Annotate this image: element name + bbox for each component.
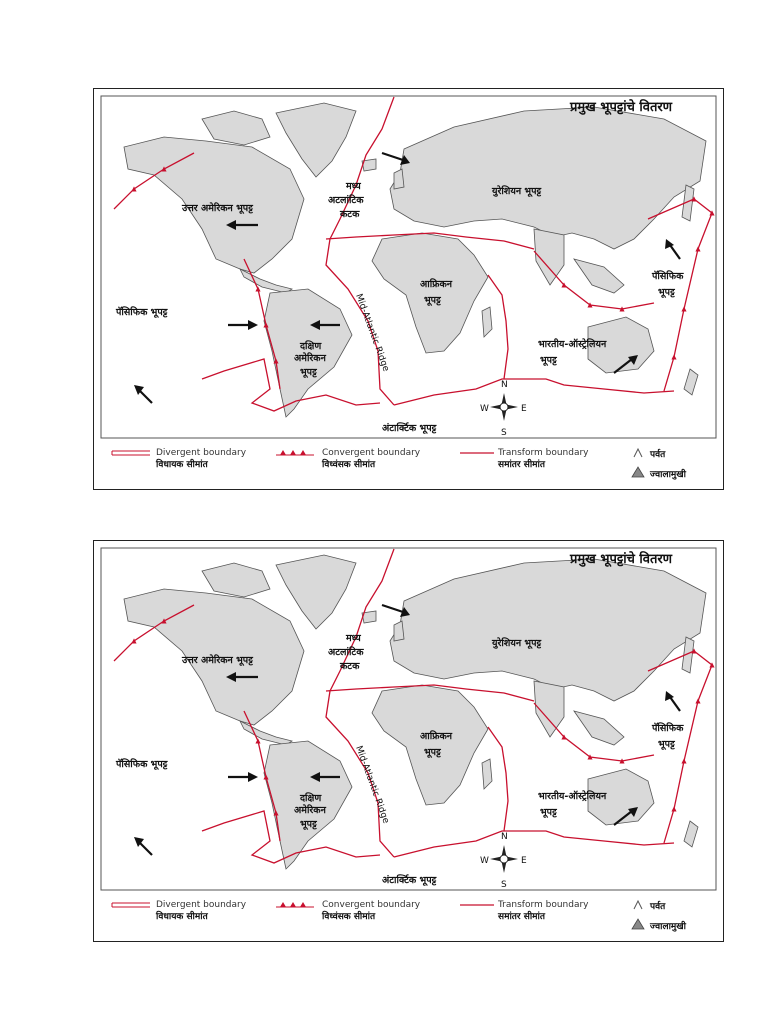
legend — [112, 900, 687, 932]
label-south-american-plate-3: भूपट्ट — [300, 367, 317, 378]
legend-transform — [460, 900, 589, 922]
compass-w: W — [480, 404, 489, 414]
label-north-american-plate: उत्तर अमेरिकन भूपट्ट — [182, 203, 253, 214]
volcano-icon — [632, 467, 644, 477]
central-america — [240, 721, 292, 745]
legend-mountain — [634, 900, 666, 912]
legend-divergent-en: Divergent boundary — [156, 448, 247, 458]
label-north-american-plate: उत्तर अमेरिकन भूपट्ट — [182, 655, 253, 666]
mountain-icon — [634, 449, 642, 457]
label-mid-atlantic-ridge-en: Mid-Atlantic Ridge — [353, 744, 391, 825]
label-antarctic-plate: अंटार्क्टिक भूपट्ट — [382, 875, 437, 886]
africa — [372, 233, 488, 353]
label-mid-atlantic-ridge-en: Mid-Atlantic Ridge — [353, 292, 391, 373]
europe-asia — [390, 107, 706, 249]
legend-convergent-en: Convergent boundary — [322, 900, 421, 910]
compass-w: W — [480, 856, 489, 866]
label-pacific-plate-west: पॅसिफिक भूपट्ट — [116, 759, 168, 770]
map-frame-top — [93, 88, 724, 490]
label-african-plate-1: आफ्रिकन — [420, 279, 453, 290]
legend-transform-mr: समांतर सीमांत — [498, 460, 545, 470]
compass-n: N — [501, 380, 508, 390]
label-south-american-plate-2: अमेरिकन — [294, 353, 326, 364]
antarctic-ridge — [394, 379, 674, 405]
legend-volcano — [632, 467, 687, 480]
label-african-plate-2: भूपट्ट — [424, 295, 441, 306]
label-south-american-plate-2: अमेरिकन — [294, 805, 326, 816]
legend-convergent-mr: विध्वंसक सीमांत — [322, 912, 376, 922]
compass-n: N — [501, 832, 508, 842]
europe-asia — [390, 559, 706, 701]
legend-divergent — [112, 448, 247, 470]
legend-transform — [460, 448, 589, 470]
greenland — [276, 103, 356, 177]
label-mid-atlantic-1: मध्य — [346, 181, 361, 192]
southeast-asia — [574, 711, 624, 745]
antarctic-ridge — [394, 831, 674, 857]
greenland — [276, 555, 356, 629]
label-eurasian-plate: युरेशियन भूपट्ट — [492, 186, 542, 197]
compass-rose — [490, 393, 518, 421]
compass-e: E — [521, 856, 527, 866]
label-african-plate-2: भूपट्ट — [424, 747, 441, 758]
legend-volcano-label: ज्वालामुखी — [650, 470, 686, 480]
legend-divergent-en: Divergent boundary — [156, 900, 247, 910]
label-pacific-plate-east-2: भूपट्ट — [658, 739, 675, 750]
legend-convergent-mr: विध्वंसक सीमांत — [322, 460, 376, 470]
canadian-islands — [202, 111, 270, 145]
label-mid-atlantic-3: कटक — [340, 209, 360, 220]
compass-rose — [490, 845, 518, 873]
legend-volcano-label: ज्वालामुखी — [650, 922, 686, 932]
legend-convergent — [276, 900, 421, 922]
label-indo-australian-plate-1: भारतीय-ऑस्ट्रेलियन — [538, 791, 607, 802]
map-frame-bottom — [93, 540, 724, 942]
map-title: प्रमुख भूपट्टांचे वितरण — [570, 552, 673, 567]
label-south-american-plate-1: दक्षिण — [300, 793, 322, 804]
label-indo-australian-plate-2: भूपट्ट — [540, 807, 557, 818]
legend-mountain-label: पर्वत — [650, 902, 666, 912]
label-south-american-plate-1: दक्षिण — [300, 341, 322, 352]
plate-map — [94, 541, 723, 941]
volcano-icon — [632, 919, 644, 929]
arrow-pacific-east — [670, 245, 680, 259]
southeast-asia — [574, 259, 624, 293]
africa — [372, 685, 488, 805]
legend-convergent — [276, 448, 421, 470]
legend-divergent-mr: विधायक सीमांत — [156, 912, 208, 922]
label-indo-australian-plate-1: भारतीय-ऑस्ट्रेलियन — [538, 339, 607, 350]
legend — [112, 448, 687, 480]
legend-transform-mr: समांतर सीमांत — [498, 912, 545, 922]
legend-mountain-label: पर्वत — [650, 450, 666, 460]
canadian-islands — [202, 563, 270, 597]
label-pacific-plate-west: पॅसिफिक भूपट्ट — [116, 307, 168, 318]
legend-volcano — [632, 919, 687, 932]
legend-transform-en: Transform boundary — [498, 448, 589, 458]
compass-s: S — [501, 880, 507, 890]
madagascar — [482, 307, 492, 337]
compass-e: E — [521, 404, 527, 414]
label-mid-atlantic-1: मध्य — [346, 633, 361, 644]
legend-divergent-mr: विधायक सीमांत — [156, 460, 208, 470]
label-pacific-plate-east-2: भूपट्ट — [658, 287, 675, 298]
map-title: प्रमुख भूपट्टांचे वितरण — [570, 100, 673, 115]
legend-convergent-en: Convergent boundary — [322, 448, 421, 458]
legend-mountain — [634, 448, 666, 460]
label-antarctic-plate: अंटार्क्टिक भूपट्ट — [382, 423, 437, 434]
legend-divergent — [112, 900, 247, 922]
uk — [394, 169, 404, 189]
legend-transform-en: Transform boundary — [498, 900, 589, 910]
mountain-icon — [634, 901, 642, 909]
new-zealand — [684, 369, 698, 395]
plate-map — [94, 89, 723, 489]
compass-s: S — [501, 428, 507, 438]
label-eurasian-plate: युरेशियन भूपट्ट — [492, 638, 542, 649]
label-mid-atlantic-3: कटक — [340, 661, 360, 672]
label-pacific-plate-east-1: पॅसिफिक — [652, 271, 684, 282]
label-south-american-plate-3: भूपट्ट — [300, 819, 317, 830]
label-mid-atlantic-2: अटलांटिक — [328, 647, 364, 658]
madagascar — [482, 759, 492, 789]
uk — [394, 621, 404, 641]
label-mid-atlantic-2: अटलांटिक — [328, 195, 364, 206]
label-african-plate-1: आफ्रिकन — [420, 731, 453, 742]
central-america — [240, 269, 292, 293]
arrow-pacific-east — [670, 697, 680, 711]
new-zealand — [684, 821, 698, 847]
label-indo-australian-plate-2: भूपट्ट — [540, 355, 557, 366]
label-pacific-plate-east-1: पॅसिफिक — [652, 723, 684, 734]
